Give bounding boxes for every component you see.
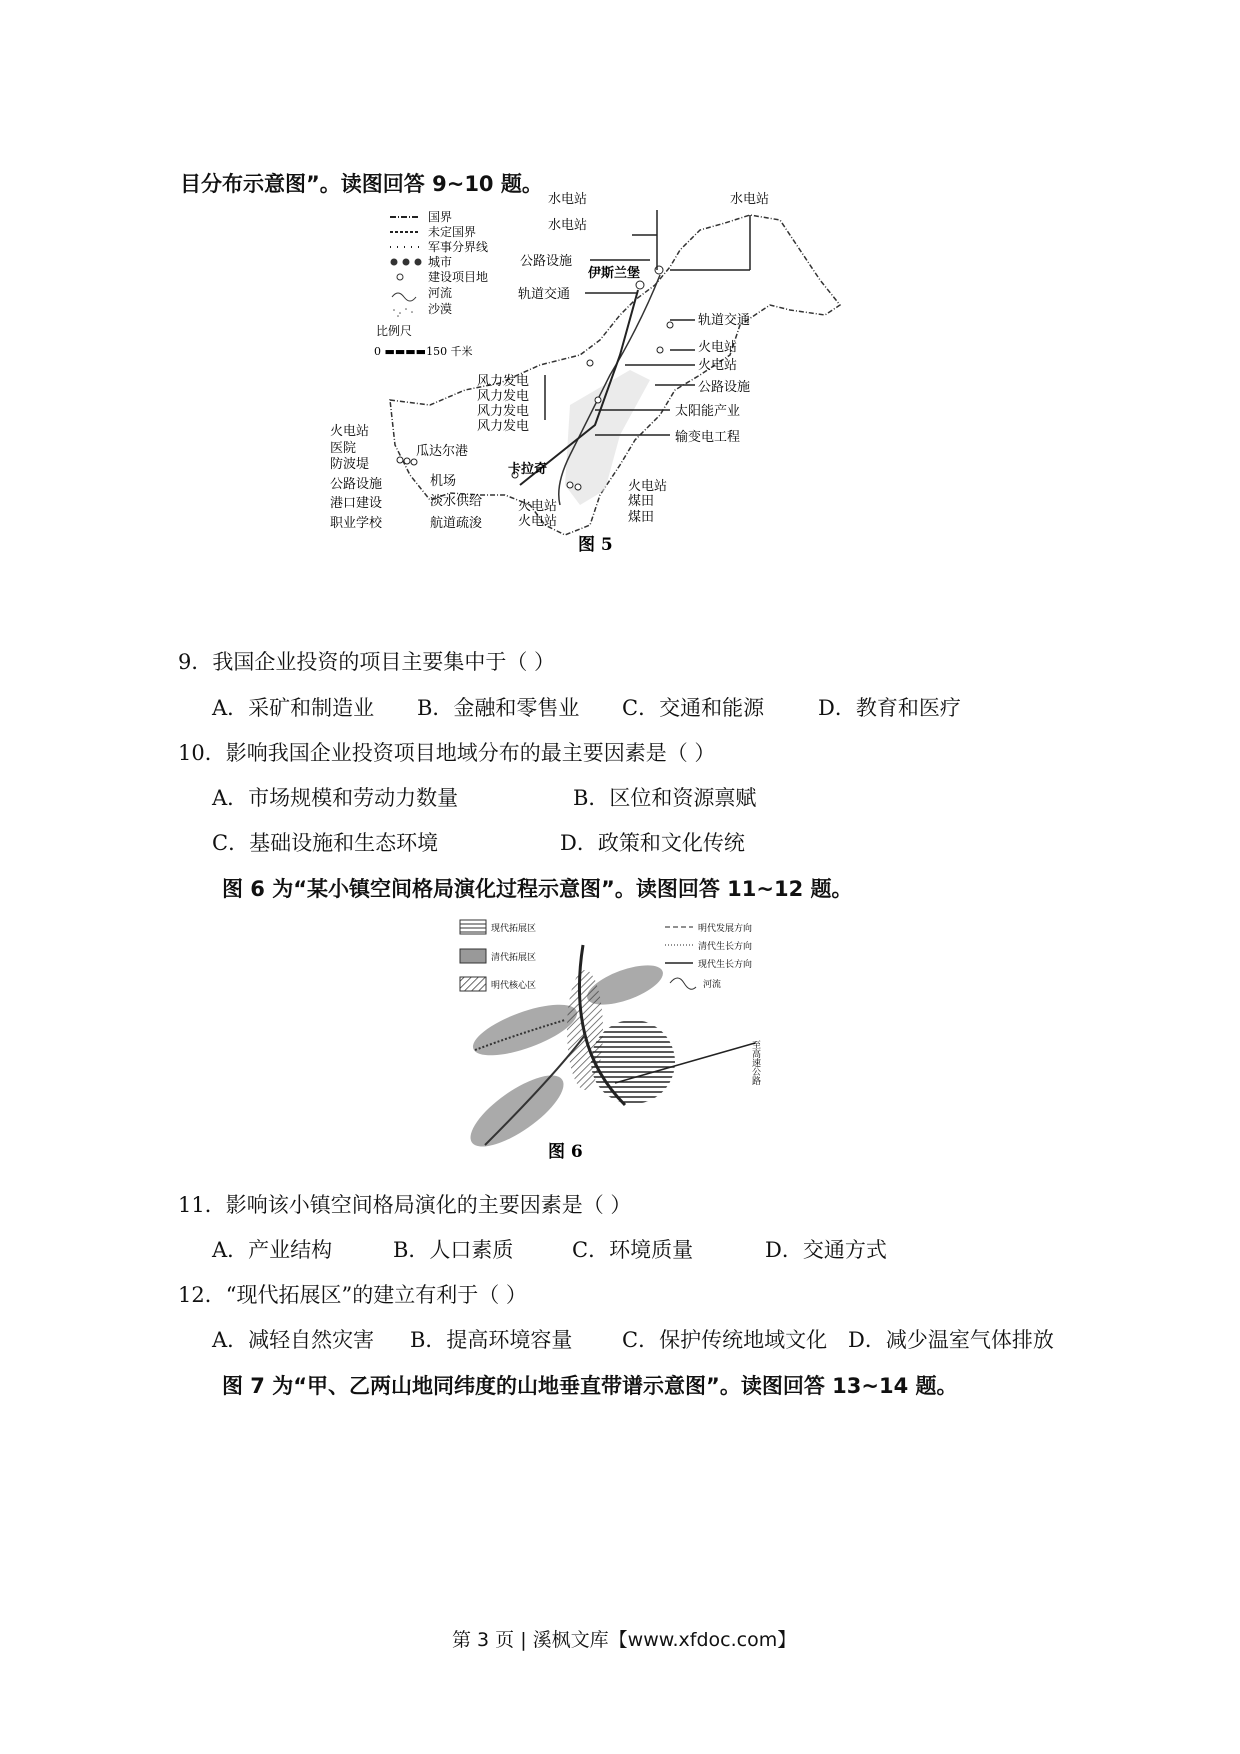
label-transmission: 输变电工程 [675, 430, 741, 445]
label-thermal-4: 火电站 [518, 499, 558, 514]
label-coal-1: 煤田 [628, 494, 655, 509]
intro-text-fig6: 图 6 为“某小镇空间格局演化过程示意图”。读图回答 11~12 题。 [222, 877, 853, 901]
q11-option-b[interactable]: B．人口素质 [393, 1238, 514, 1262]
legend-desert: 沙漠 [428, 302, 453, 316]
legend-scale-bar: 0 ▬▬▬▬150 千米 [374, 345, 473, 358]
label-hydro-2: 水电站 [548, 218, 588, 233]
label-breakwater: 防波堤 [330, 457, 370, 472]
figure-5-caption: 图 5 [578, 535, 613, 555]
intro-text-fig5: 目分布示意图”。读图回答 9~10 题。 [180, 172, 543, 196]
question-12-stem: 12．“现代拓展区”的建立有利于（ ） [178, 1283, 527, 1307]
label-thermal-3: 火电站 [330, 424, 370, 439]
legend-ming-core: 明代核心区 [491, 981, 537, 991]
label-karachi: 卡拉奇 [508, 462, 548, 477]
label-road-2: 公路设施 [698, 380, 751, 395]
page-footer: 第 3 页 | 溪枫文库【www.xfdoc.com】 [452, 1629, 797, 1651]
legend-project-site: 建设项目地 [428, 270, 489, 284]
q11-option-a[interactable]: A．产业结构 [212, 1238, 333, 1262]
label-wind-1: 风力发电 [477, 374, 530, 389]
label-airport: 机场 [430, 474, 457, 489]
country-outline [390, 215, 840, 535]
label-hydro-1: 水电站 [548, 192, 588, 207]
q9-option-a[interactable]: A．采矿和制造业 [212, 696, 375, 720]
q12-option-d[interactable]: D．减少温室气体排放 [848, 1328, 1054, 1352]
label-port: 港口建设 [330, 496, 383, 511]
label-thermal-1: 火电站 [698, 340, 738, 355]
label-thermal-2: 火电站 [698, 358, 738, 373]
legend-modern-area: 现代拓展区 [491, 924, 537, 934]
q9-option-d[interactable]: D．教育和医疗 [818, 696, 961, 720]
q9-option-b[interactable]: B．金融和零售业 [417, 696, 580, 720]
label-rail-1: 轨道交通 [518, 287, 571, 302]
legend-qing-direction: 清代生长方向 [698, 942, 753, 952]
q10-option-d[interactable]: D．政策和文化传统 [560, 831, 745, 855]
legend-city: 城市 [428, 255, 453, 269]
label-freshwater: 淡水供给 [430, 494, 483, 509]
q10-option-b[interactable]: B．区位和资源禀赋 [573, 786, 757, 810]
legend-river: 河流 [703, 980, 722, 990]
label-rail-2: 轨道交通 [698, 313, 751, 328]
q12-option-c[interactable]: C．保护传统地域文化 [622, 1328, 828, 1352]
label-solar: 太阳能产业 [675, 404, 741, 419]
label-road-1: 公路设施 [520, 254, 573, 269]
label-dredging: 航道疏浚 [430, 516, 483, 531]
map-legend [374, 210, 488, 358]
legend-modern-direction: 现代生长方向 [698, 960, 753, 970]
label-to-highway: 至高速公路 [750, 1040, 760, 1085]
label-road-3: 公路设施 [330, 477, 383, 492]
q9-option-c[interactable]: C．交通和能源 [622, 696, 765, 720]
legend-qing-area: 清代拓展区 [491, 953, 537, 963]
legend-ming-direction: 明代发展方向 [698, 924, 753, 934]
q11-option-d[interactable]: D．交通方式 [765, 1238, 887, 1262]
q10-option-a[interactable]: A．市场规模和劳动力数量 [212, 786, 459, 810]
label-hospital: 医院 [330, 441, 357, 456]
label-gwadar: 瓜达尔港 [416, 444, 469, 459]
label-thermal-5: 火电站 [518, 514, 558, 529]
question-11-stem: 11．影响该小镇空间格局演化的主要因素是（ ） [178, 1193, 632, 1217]
label-hydro-3: 水电站 [730, 192, 770, 207]
figure-6-diagram [455, 915, 805, 1165]
legend-border: 国界 [428, 210, 453, 224]
question-9-stem: 9．我国企业投资的项目主要集中于（ ） [178, 650, 556, 674]
figure-5-map [330, 192, 880, 600]
label-coal-2: 煤田 [628, 510, 655, 525]
legend-undetermined-border: 未定国界 [428, 225, 477, 239]
label-thermal-6: 火电站 [628, 479, 668, 494]
q12-option-b[interactable]: B．提高环境容量 [410, 1328, 573, 1352]
question-10-stem: 10．影响我国企业投资项目地域分布的最主要因素是（ ） [178, 741, 716, 765]
label-wind-2: 风力发电 [477, 389, 530, 404]
intro-text-fig7: 图 7 为“甲、乙两山地同纬度的山地垂直带谱示意图”。读图回答 13~14 题。 [222, 1374, 958, 1398]
q12-option-a[interactable]: A．减轻自然灾害 [212, 1328, 375, 1352]
q11-option-c[interactable]: C．环境质量 [572, 1238, 694, 1262]
label-school: 职业学校 [330, 516, 383, 531]
legend-military-line: 军事分界线 [428, 240, 489, 254]
legend-river: 河流 [428, 286, 453, 300]
q10-option-c[interactable]: C．基础设施和生态环境 [212, 831, 439, 855]
label-wind-3: 风力发电 [477, 404, 530, 419]
figure-6-caption: 图 6 [548, 1142, 583, 1162]
label-islamabad: 伊斯兰堡 [588, 266, 641, 281]
legend-scale-label: 比例尺 [376, 324, 413, 338]
label-wind-4: 风力发电 [477, 419, 530, 434]
